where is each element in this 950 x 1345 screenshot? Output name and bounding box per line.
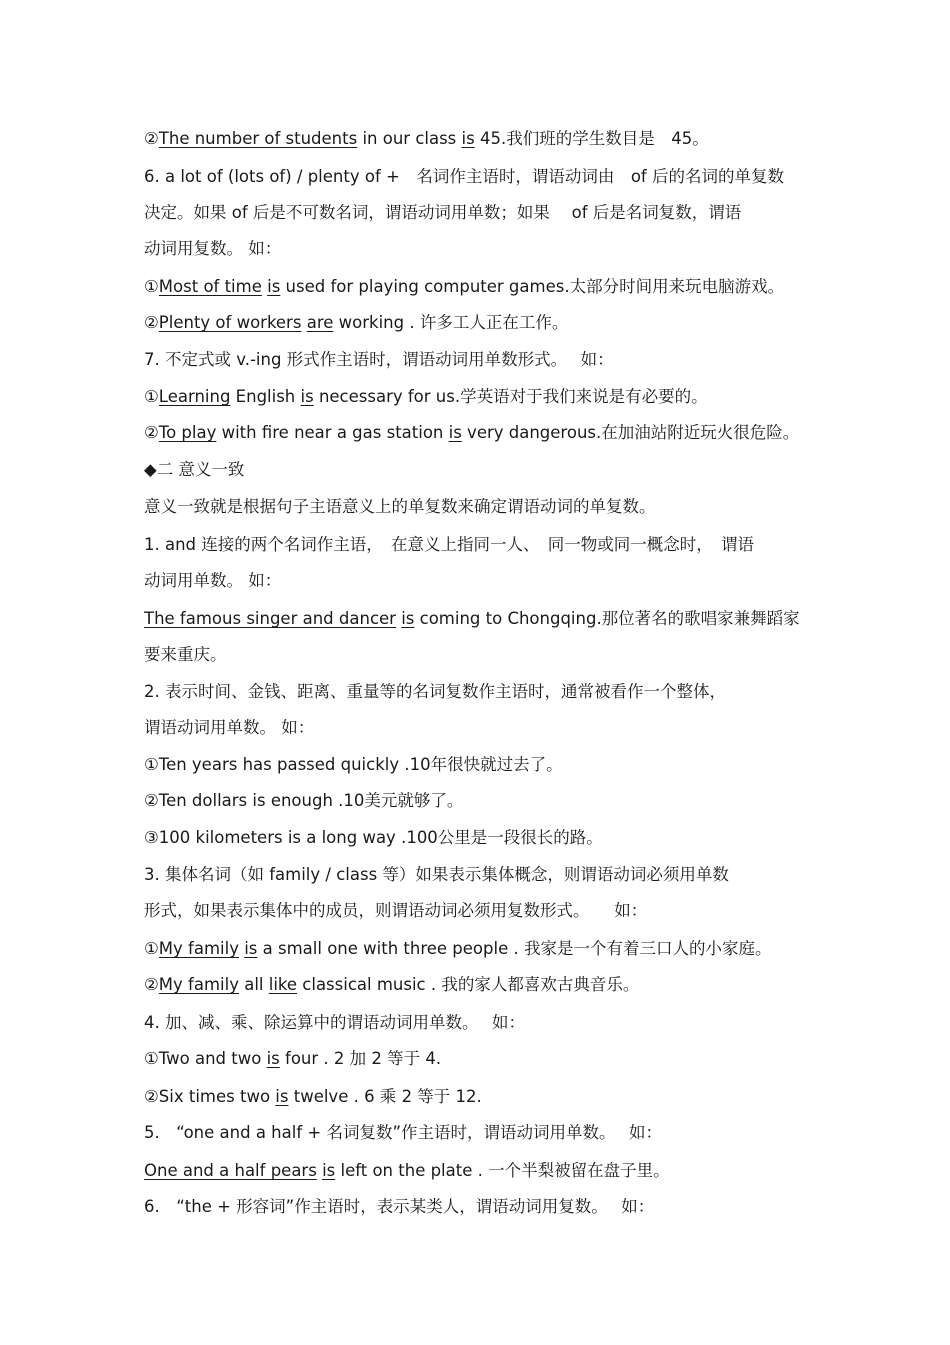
text-line — [144, 790, 463, 812]
text-segment: 1. and 连接的两个名词作主语， 在意义上指同一人、 同一物或同一概念时， 谓语 — [144, 535, 755, 554]
underlined-phrase: is — [266, 1049, 280, 1068]
text-line — [144, 1160, 670, 1182]
underlined-phrase: Most of time — [158, 277, 262, 296]
text-line — [144, 496, 656, 518]
text-segment: ②Six times two — [144, 1087, 276, 1106]
text-line — [144, 534, 754, 556]
text-segment: ①Two and two — [144, 1049, 267, 1068]
underlined-phrase: The number of students — [158, 129, 358, 148]
text-segment: 意义一致就是根据句子主语意义上的单复数来确定谓语动词的单复数。 — [144, 497, 656, 516]
text-segment: 2. 表示时间、金钱、距离、重量等的名词复数作主语时，通常被看作一个整体， — [144, 682, 726, 701]
text-line — [144, 1048, 441, 1070]
text-line — [144, 754, 563, 776]
text-segment: 6. a lot of (lots of) / plenty of + 名词作主语时，谓语动词由 of 后的名词的单复数 — [144, 167, 784, 186]
underlined-phrase: The famous singer and dancer — [144, 609, 396, 628]
text-segment: coming to Chongqing.那位著名的歌唱家兼舞蹈家 — [414, 609, 800, 628]
underlined-phrase: Learning — [158, 387, 231, 406]
text-segment: ② — [144, 423, 159, 442]
text-segment: ① — [144, 387, 159, 406]
text-segment: left on the plate . 一个半梨被留在盘子里。 — [335, 1161, 670, 1180]
text-segment: ◆二 意义一致 — [144, 460, 245, 479]
underlined-phrase: is — [244, 939, 258, 958]
underlined-phrase: is — [448, 423, 462, 442]
text-line — [144, 238, 281, 260]
text-segment: ① — [144, 939, 159, 958]
text-line — [144, 644, 227, 666]
text-line — [144, 864, 729, 886]
text-line — [144, 570, 281, 592]
text-segment: ③100 kilometers is a long way .100公里是一段很长的路。 — [144, 828, 603, 847]
text-line — [144, 827, 603, 849]
text-line — [144, 681, 726, 703]
text-segment: ② — [144, 975, 159, 994]
text-line — [144, 202, 741, 224]
text-segment: in our class — [357, 129, 462, 148]
text-line — [144, 349, 614, 371]
text-line — [144, 974, 639, 996]
text-line — [144, 459, 244, 481]
text-line — [144, 1196, 654, 1218]
text-segment: used for playing computer games.太部分时间用来玩电脑游戏。 — [280, 277, 785, 296]
text-line — [144, 312, 568, 334]
text-segment: 谓语动词用单数。 如： — [144, 718, 315, 737]
text-segment: ①Ten years has passed quickly .10年很快就过去了。 — [144, 755, 563, 774]
text-segment: ① — [144, 277, 159, 296]
underlined-phrase: is — [401, 609, 415, 628]
text-segment: 5. “one and a half + 名词复数”作主语时，谓语动词用单数。 如： — [144, 1123, 663, 1142]
text-segment: twelve . 6 乘 2 等于 12. — [288, 1087, 482, 1106]
text-line — [144, 166, 784, 188]
underlined-phrase: is — [300, 387, 314, 406]
text-segment: very dangerous.在加油站附近玩火很危险。 — [461, 423, 800, 442]
text-segment: 45.我们班的学生数目是 45。 — [474, 129, 709, 148]
text-segment: 形式，如果表示集体中的成员，则谓语动词必须用复数形式。 如： — [144, 901, 648, 920]
text-segment: 7. 不定式或 v.-ing 形式作主语时，谓语动词用单数形式。 如： — [144, 350, 614, 369]
text-segment: a small one with three people . 我家是一个有着三口人的小家庭。 — [257, 939, 772, 958]
text-line — [144, 1012, 525, 1034]
text-line — [144, 717, 314, 739]
text-line — [144, 1086, 482, 1108]
text-segment: 决定。如果 of 后是不可数名词，谓语动词用单数；如果 of 后是名词复数，谓语 — [144, 203, 742, 222]
underlined-phrase: is — [275, 1087, 289, 1106]
text-segment: working . 许多工人正在工作。 — [333, 313, 569, 332]
text-line — [144, 900, 647, 922]
underlined-phrase: My family — [158, 975, 239, 994]
text-segment: four . 2 加 2 等于 4. — [279, 1049, 442, 1068]
text-segment: 3. 集体名词（如 family / class 等）如果表示集体概念，则谓语动词必须用单数 — [144, 865, 729, 884]
text-segment: 6. “the + 形容词”作主语时，表示某类人，谓语动词用复数。 如： — [144, 1197, 655, 1216]
underlined-phrase: To play — [158, 423, 217, 442]
text-segment: classical music . 我的家人都喜欢古典音乐。 — [297, 975, 640, 994]
text-segment: with fire near a gas station — [216, 423, 449, 442]
underlined-phrase: My family — [158, 939, 239, 958]
underlined-phrase: are — [306, 313, 334, 332]
underlined-phrase: Plenty of workers — [158, 313, 302, 332]
text-line — [144, 386, 708, 408]
text-segment: ② — [144, 129, 159, 148]
text-line — [144, 608, 800, 630]
text-segment: English — [230, 387, 301, 406]
underlined-phrase: like — [268, 975, 298, 994]
text-segment: all — [238, 975, 269, 994]
text-line — [144, 1122, 662, 1144]
underlined-phrase: is — [267, 277, 281, 296]
text-segment: 4. 加、减、乘、除运算中的谓语动词用单数。 如： — [144, 1013, 525, 1032]
text-segment: necessary for us.学英语对于我们来说是有必要的。 — [313, 387, 708, 406]
text-line — [144, 422, 799, 444]
text-segment: ② — [144, 313, 159, 332]
text-line — [144, 938, 771, 960]
text-segment: 要来重庆。 — [144, 645, 227, 664]
underlined-phrase: One and a half pears — [144, 1161, 317, 1180]
text-line — [144, 128, 709, 150]
text-segment: 动词用复数。 如： — [144, 239, 282, 258]
underlined-phrase: is — [322, 1161, 336, 1180]
text-segment: ②Ten dollars is enough .10美元就够了。 — [144, 791, 464, 810]
underlined-phrase: is — [461, 129, 475, 148]
text-line — [144, 276, 784, 298]
text-segment: 动词用单数。 如： — [144, 571, 282, 590]
